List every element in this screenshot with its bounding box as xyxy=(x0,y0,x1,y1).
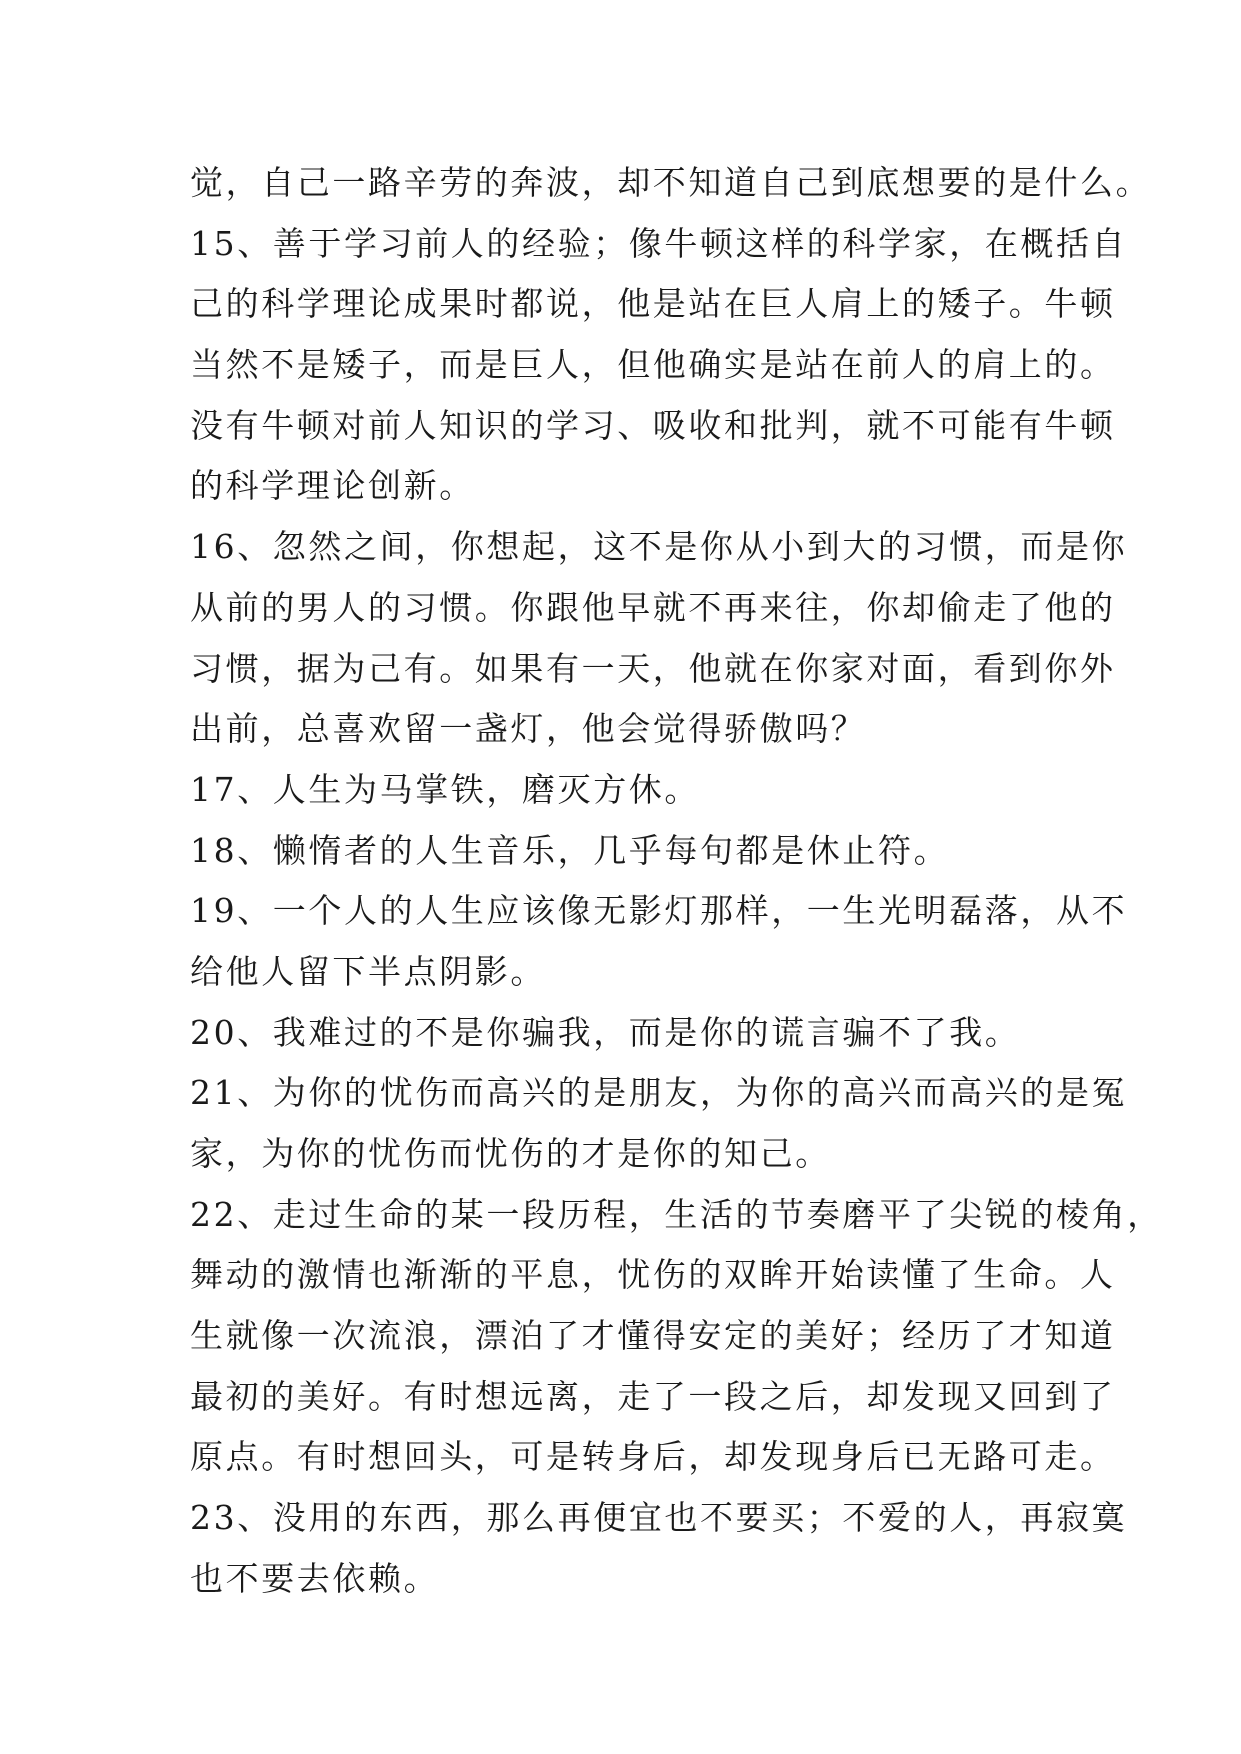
text-line: 19、一个人的人生应该像无影灯那样，一生光明磊落，从不 xyxy=(190,891,1128,931)
text-line: 22、走过生命的某一段历程，生活的节奏磨平了尖锐的棱角， xyxy=(190,1194,1163,1234)
text-line: 的科学理论创新。 xyxy=(190,466,475,506)
document-body xyxy=(190,153,1163,1610)
text-line: 觉，自己一路辛劳的奔波，却不知道自己到底想要的是什么。 xyxy=(190,163,1152,202)
text-line: 给他人留下半点阴影。 xyxy=(190,951,546,991)
text-line: 家，为你的忧伤而忧伤的才是你的知己。 xyxy=(190,1134,831,1173)
text-line: 17、人生为马掌铁，磨灭方休。 xyxy=(190,769,700,809)
text-line: 当然不是矮子，而是巨人，但他确实是站在前人的肩上的。 xyxy=(190,345,1116,385)
text-line: 没有牛顿对前人知识的学习、吸收和批判，就不可能有牛顿 xyxy=(190,405,1116,445)
text-line: 出前，总喜欢留一盏灯，他会觉得骄傲吗？ xyxy=(190,709,867,749)
text-line: 生就像一次流浪，漂泊了才懂得安定的美好；经历了才知道 xyxy=(190,1316,1116,1356)
text-line: 从前的男人的习惯。你跟他早就不再来往，你却偷走了他的 xyxy=(190,587,1116,627)
text-line: 己的科学理论成果时都说，他是站在巨人肩上的矮子。牛顿 xyxy=(190,284,1116,324)
text-line: 23、没用的东西，那么再便宜也不要买；不爱的人，再寂寞 xyxy=(190,1498,1128,1538)
text-line: 也不要去依赖。 xyxy=(190,1558,440,1598)
text-line: 16、忽然之间，你想起，这不是你从小到大的习惯，而是你 xyxy=(190,527,1128,567)
text-line: 15、善于学习前人的经验；像牛顿这样的科学家，在概括自 xyxy=(190,223,1128,263)
text-line: 习惯，据为己有。如果有一天，他就在你家对面，看到你外 xyxy=(190,648,1116,688)
text-line: 20、我难过的不是你骗我，而是你的谎言骗不了我。 xyxy=(190,1012,1021,1052)
text-line: 最初的美好。有时想远离，走了一段之后，却发现又回到了 xyxy=(190,1376,1116,1416)
text-line: 18、懒惰者的人生音乐，几乎每句都是休止符。 xyxy=(190,830,950,870)
text-line: 21、为你的忧伤而高兴的是朋友，为你的高兴而高兴的是冤 xyxy=(190,1073,1128,1113)
text-line: 舞动的激情也渐渐的平息，忧伤的双眸开始读懂了生命。人 xyxy=(190,1255,1116,1295)
text-line: 原点。有时想回头，可是转身后，却发现身后已无路可走。 xyxy=(190,1437,1116,1477)
